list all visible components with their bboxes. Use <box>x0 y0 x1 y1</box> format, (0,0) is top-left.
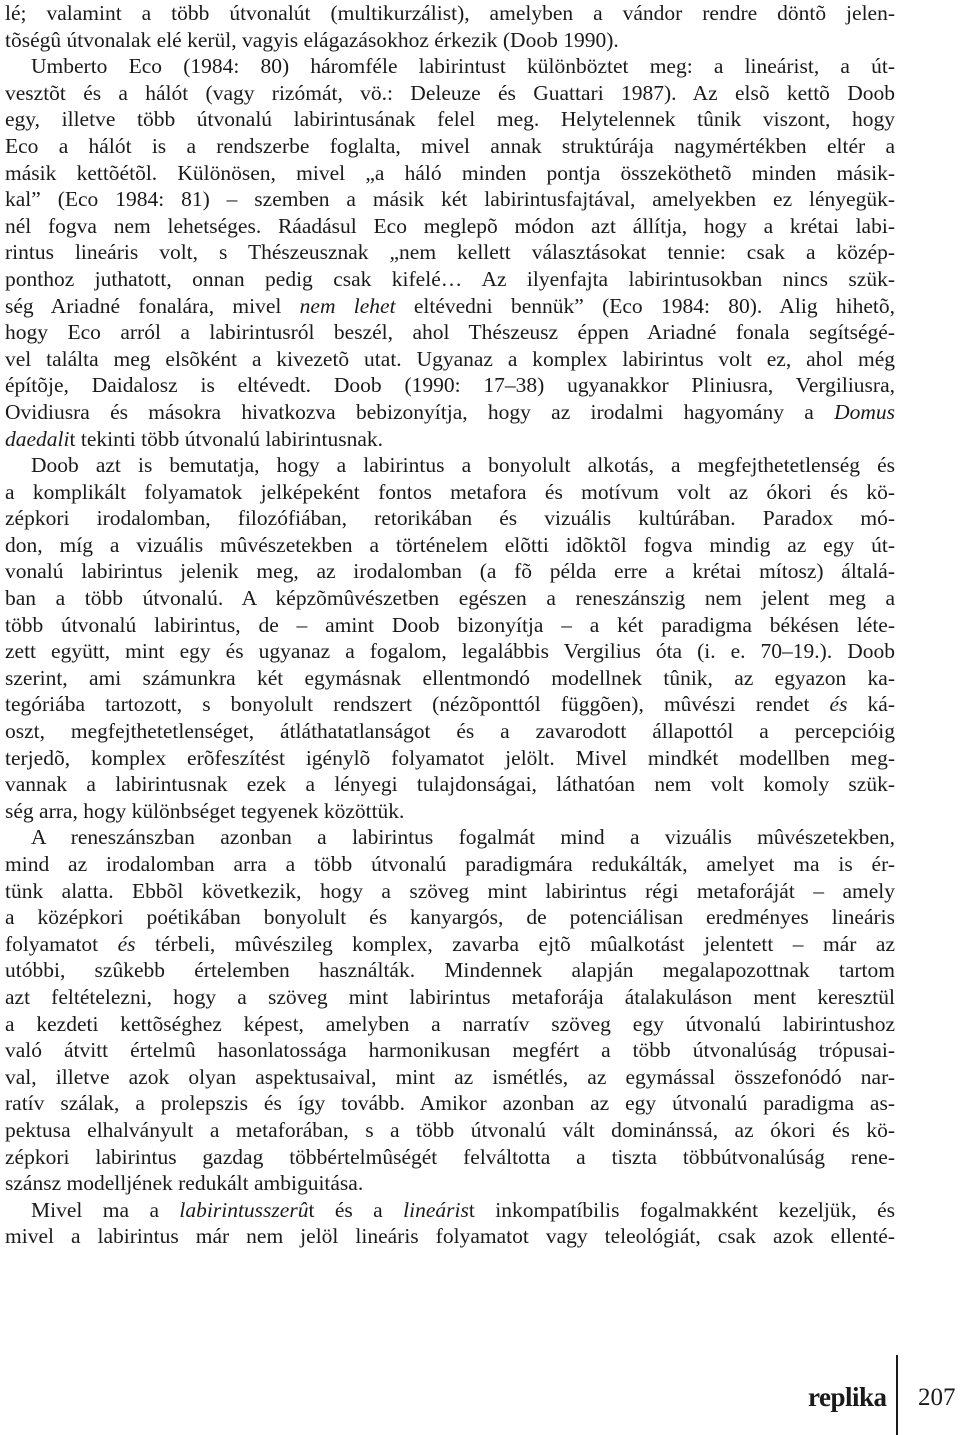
text-line: szánsz modelljének redukált ambiguitása. <box>5 1171 364 1196</box>
text-line: A reneszánszban azonban a labirintus fogalmát mind a vizuális mûvészetekben, <box>31 825 895 850</box>
text-line: Eco a hálót is a rendszerbe foglalta, mivel annak struktúrája nagymértékben eltér a <box>5 133 895 158</box>
text-line: másik kettõétõl. Különösen, mivel „a háló minden pontja összeköthetõ minden másik- <box>5 160 895 185</box>
text-line: kal” (Eco 1984: 81) – szemben a másik két labirintusfajtával, amelyekben ez lényegük- <box>5 187 895 212</box>
text-line: azt feltételezni, hogy a szöveg mint labirintus metaforája átalakuláson ment keresztül <box>5 984 895 1009</box>
text-line: val, illetve azok olyan aspektusaival, mint az ismétlés, az egymással összefonódó nar- <box>5 1064 895 1089</box>
page-number: 207 <box>918 1384 956 1411</box>
text-line: ponthoz juthatott, onnan pedig csak kifelé… Az ilyenfajta labirintusokban nincs szük- <box>5 266 895 291</box>
text-line: ratív szálak, a prolepszis és így tovább. Amikor azonban az egy útvonalú paradigma as- <box>5 1091 895 1116</box>
text-line: Umberto Eco (1984: 80) háromféle labirintust különböztet meg: a lineárist, a út- <box>31 54 895 79</box>
text-line: Mivel ma a labirintusszerût és a lineárist inkompatíbilis fogalmakként kezeljük, és <box>31 1197 895 1222</box>
text-line: ség arra, hogy különbséget tegyenek közöttük. <box>5 798 405 823</box>
text-line: zett együtt, mint egy és ugyanaz a fogalom, legalábbis Vergilius óta (i. e. 70–19.). Doob <box>5 639 895 664</box>
text-line: tünk alatta. Ebbõl következik, hogy a szöveg mint labirintus régi metaforáját – amely <box>5 878 895 903</box>
text-line: don, míg a vizuális mûvészetekben a történelem elõtti idõktõl fogva mindig az egy út- <box>5 532 895 557</box>
paragraph <box>5 1197 895 1250</box>
text-line: építõje, Daidalosz is eltévedt. Doob (1990: 17–38) ugyanakkor Pliniusra, Vergiliusra, <box>5 373 895 398</box>
footer-divider <box>896 1355 898 1435</box>
text-line: terjedõ, komplex erõfeszítést igénylõ folyamatot jelölt. Mivel mindkét modellben meg- <box>5 745 895 770</box>
text-line: több útvonalú labirintus, de – amint Doob bizonyítja – a két paradigma békésen léte- <box>5 612 895 637</box>
text-line: rintus lineáris volt, s Thészeusznak „nem kellett választásokat tennie: csak a közép- <box>5 240 895 265</box>
text-line: mind az irodalomban arra a több útvonalú paradigmára redukálták, amelyet ma is ér- <box>5 852 895 876</box>
text-line: hogy Eco arról a labirintusról beszél, ahol Thészeusz éppen Ariadné fonala segítségé- <box>5 320 895 345</box>
text-line: pektusa elhalványult a metaforában, s a több útvonalú vált dominánssá, az ókori és kö- <box>5 1117 895 1142</box>
text-line: ban a több útvonalú. A képzõmûvészetben egészen a reneszánszig nem jelent meg a <box>5 586 895 611</box>
text-line: Doob azt is bemutatja, hogy a labirintus a bonyolult alkotás, a megfejthetetlenség és <box>31 453 895 478</box>
text-line: a komplikált folyamatok jelképeként fontos metafora és motívum volt az ókori és kö- <box>5 479 895 504</box>
text-line: zépkori labirintus gazdag többértelmûségét felváltotta a tiszta többútvonalúság rene- <box>5 1144 895 1169</box>
text-line: daedalit tekinti több útvonalú labirintusnak. <box>5 426 384 451</box>
text-line: lé; valamint a több útvonalút (multikurzálist), amelyben a vándor rendre döntõ jelen- <box>5 1 895 25</box>
journal-name: replika <box>808 1382 887 1412</box>
paragraph <box>5 0 895 452</box>
paragraph <box>5 824 895 1196</box>
text-line: vannak a labirintusnak ezek a lényegi tulajdonságai, láthatóan nem volt komoly szük- <box>5 772 895 797</box>
text-line: folyamatot és térbeli, mûvészileg komplex, zavarba ejtõ mûalkotást jelentett – már az <box>5 931 895 956</box>
text-line: vesztõt és a hálót (vagy rizómát, vö.: Deleuze és Guattari 1987). Az elsõ kettõ Doob <box>5 80 895 105</box>
text-line: egy, illetve több útvonalú labirintusának felel meg. Helytelennek tûnik viszont, hogy <box>5 107 895 132</box>
article-body <box>5 0 895 1250</box>
text-line: zépkori irodalomban, filozófiában, retorikában és vizuális kultúrában. Paradox mó- <box>5 506 895 531</box>
text-line: utóbbi, szûkebb értelemben használták. Mindennek alapján megalapozottnak tartom <box>5 958 895 983</box>
text-line: a kezdeti kettõséghez képest, amelyben a narratív szöveg egy útvonalú labirintushoz <box>5 1011 895 1036</box>
text-line: ség Ariadné fonalára, mivel nem lehet eltévedni bennük” (Eco 1984: 80). Alig hihetõ, <box>5 293 895 318</box>
text-line: vonalú labirintus jelenik meg, az irodalomban (a fõ példa erre a krétai mítosz) általá- <box>5 559 895 584</box>
text-line: Ovidiusra és másokra hivatkozva bebizonyítja, hogy az irodalmi hagyomány a Domus <box>5 399 895 424</box>
text-line: oszt, megfejthetetlenséget, átláthatatlanságot és a zavarodott állapottól a percepcióig <box>5 719 895 744</box>
text-line: tegóriába tartozott, s bonyolult rendszert (nézõponttól függõen), mûvészi rendet és ká- <box>5 692 895 717</box>
text-line: nél fogva nem lehetséges. Ráadásul Eco meglepõ módon azt állítja, hogy a krétai labi- <box>5 213 895 238</box>
text-line: a középkori poétikában bonyolult és kanyargós, de potenciálisan eredményes lineáris <box>5 905 895 930</box>
text-line: tõségû útvonalak elé kerül, vagyis elágazásokhoz érkezik (Doob 1990). <box>5 27 619 52</box>
text-line: mivel a labirintus már nem jelöl lineáris folyamatot vagy teleológiát, csak azok ellenté- <box>5 1224 895 1249</box>
paragraph <box>5 452 895 824</box>
text-line: szerint, ami számunkra két egymásnak ellentmondó modellnek tûnik, az egyazon ka- <box>5 665 895 690</box>
text-line: vel találta meg elsõként a kivezetõ utat. Ugyanaz a komplex labirintus volt ez, ahol még <box>5 346 895 371</box>
text-line: való átvitt értelmû hasonlatossága harmonikusan megfért a több útvonalúság trópusai- <box>5 1038 895 1063</box>
